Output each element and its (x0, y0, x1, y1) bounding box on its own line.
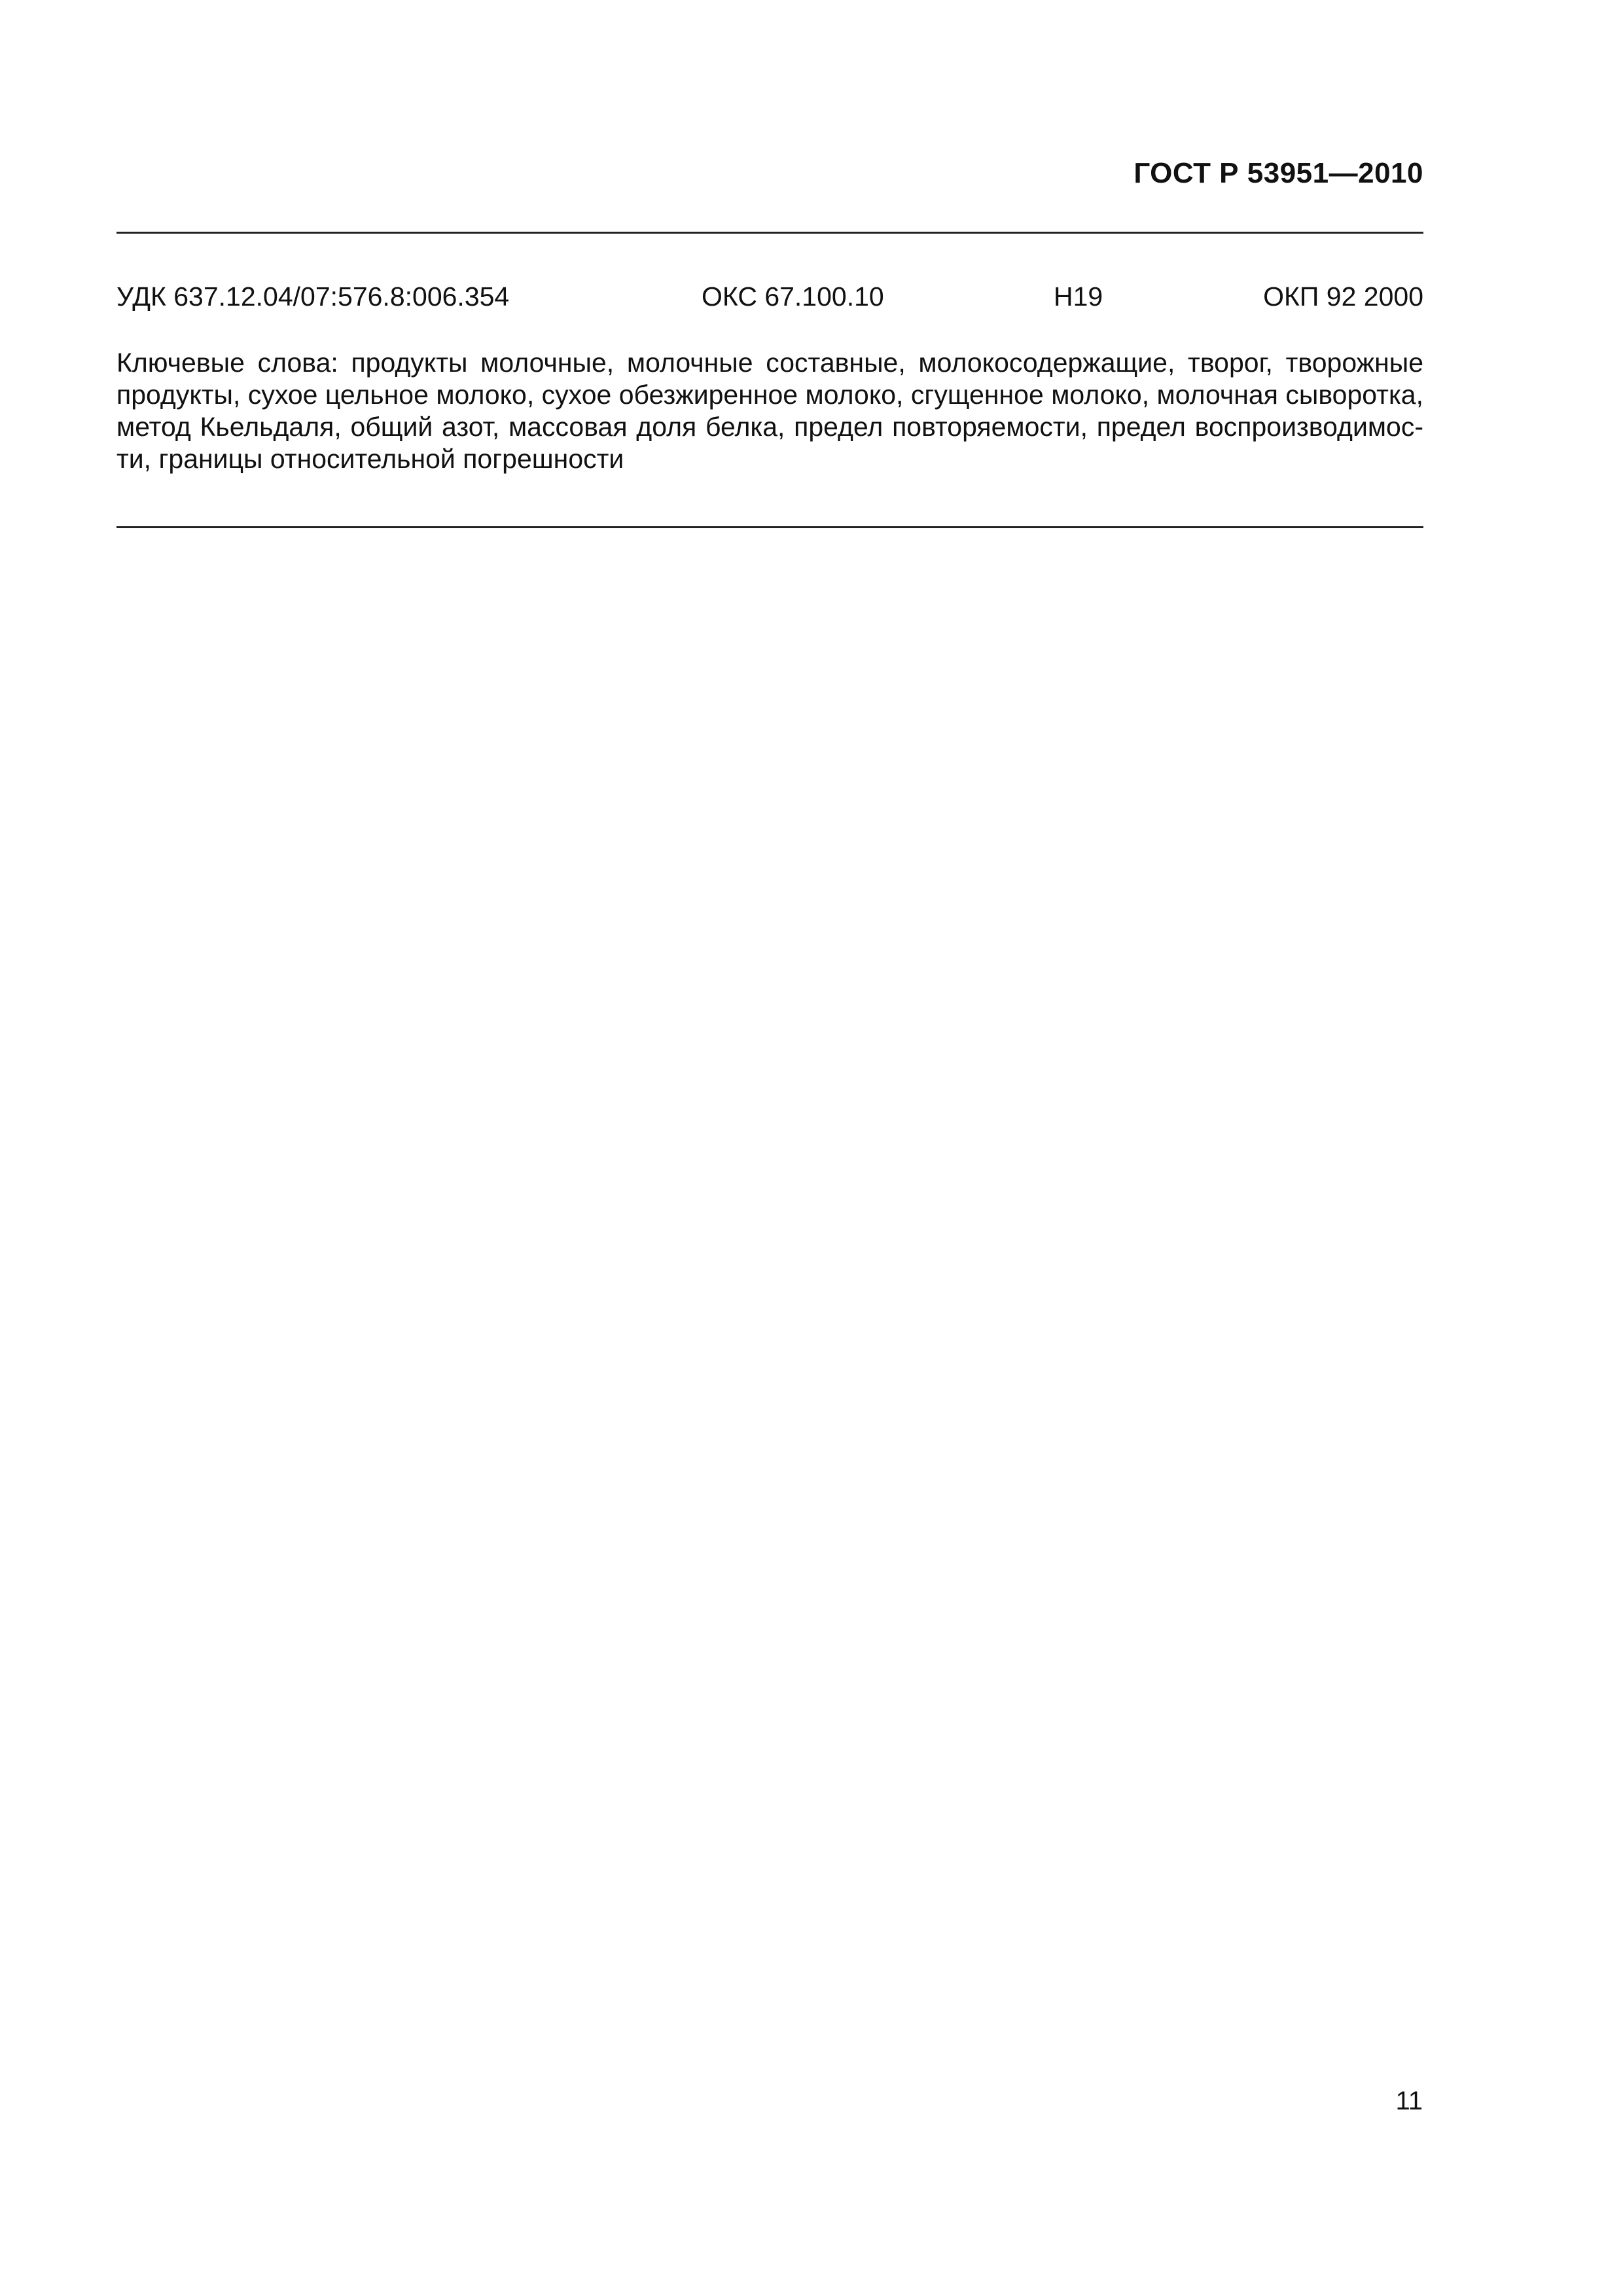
classifier-codes-row (116, 281, 1423, 318)
page-number: 11 (1395, 2087, 1423, 2115)
top-divider (116, 232, 1423, 234)
category-code: Н19 (1054, 281, 1103, 312)
keywords-paragraph: Ключевые слова: продукты молочные, молочные составные, молокосодержащие, творог, творожные продукты, сухое цельное молоко, сухое обезжиренное молоко, сгущенное молоко, молочная сыворотка, метод Кьельдаля, общий азот, массовая доля белка, предел повторяемости, предел воспроизводимос-ти, границы относительной погрешности (116, 348, 1423, 474)
bottom-divider (116, 526, 1423, 528)
oks-code: ОКС 67.100.10 (702, 281, 884, 312)
udk-code: УДК 637.12.04/07:576.8:006.354 (116, 281, 510, 312)
standard-designation: ГОСТ Р 53951—2010 (1133, 157, 1423, 189)
okp-code: ОКП 92 2000 (1263, 281, 1423, 312)
